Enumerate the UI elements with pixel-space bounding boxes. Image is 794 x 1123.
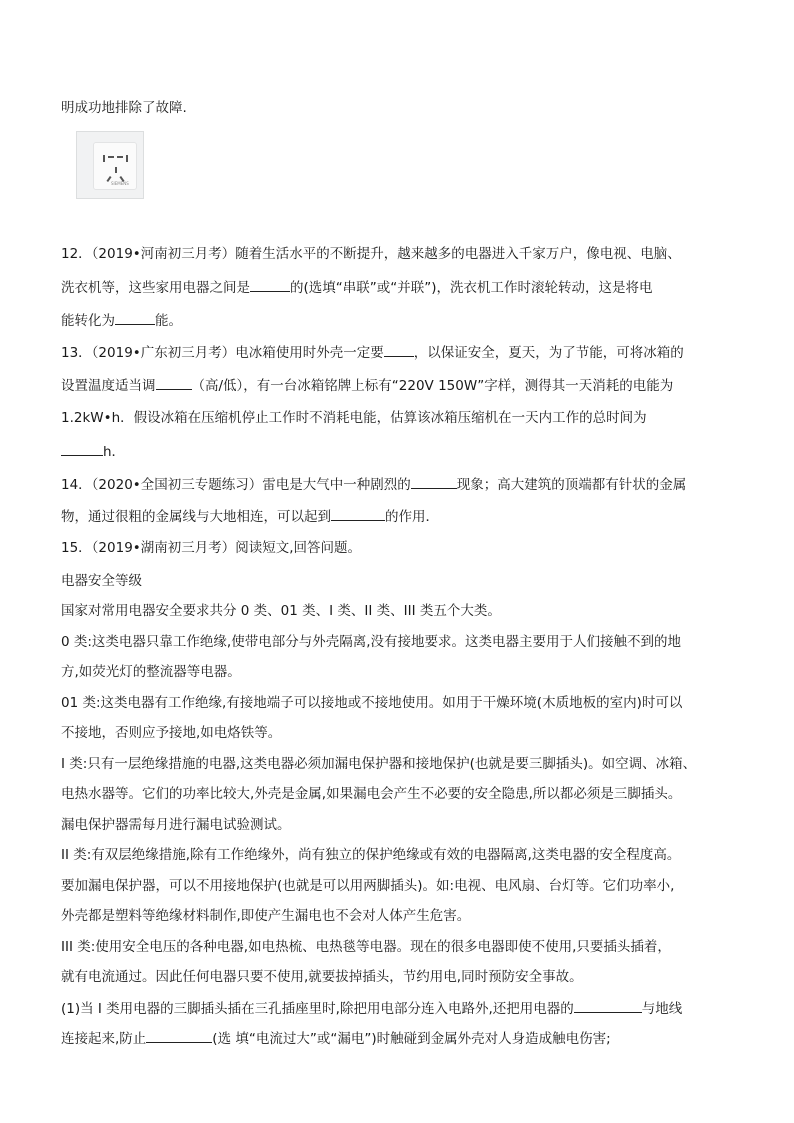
- passage-line: I 类:只有一层绝缘措施的电器,这类电器必须加漏电保护器和接地保护(也就是要三脚插头)。如空调、冰箱、: [61, 756, 697, 772]
- passage-line: 要加漏电保护器，可以不用接地保护(也就是可以用两脚插头)。如:电视、电风扇、台灯等。它们功率小,: [61, 878, 675, 894]
- passage-line: II 类:有双层绝缘措施,除有工作绝缘外，尚有独立的保护绝缘或有效的电器隔离,这类电器的安全程度高。: [61, 847, 681, 863]
- answer-blank[interactable]: [331, 506, 385, 521]
- question-12-line-1: 12．（2019•河南初三月考）随着生活水平的不断提升，越来越多的电器进入千家万户，像电视、电脑、: [61, 246, 681, 262]
- question-12-line-3: 能转化为 能。: [61, 310, 182, 331]
- passage-heading: 电器安全等级: [61, 573, 142, 589]
- answer-blank[interactable]: [61, 441, 103, 456]
- passage-line: 01 类:这类电器有工作绝缘,有接地端子可以接地或不接地使用。如用于干燥环境(木质地板的室内)时可以: [61, 695, 683, 711]
- question-14-line-1: 14．（2020•全国初三专题练习）雷电是大气中一种剧烈的 现象；高大建筑的顶端都有针状的金属: [61, 474, 686, 495]
- question-13-line-3: 1.2kW•h．假设冰箱在压缩机停止工作时不消耗电能，估算该冰箱压缩机在一天内工作的总时间为: [61, 410, 647, 426]
- answer-blank[interactable]: [384, 342, 414, 357]
- answer-blank[interactable]: [250, 277, 290, 292]
- question-13-line-1: 13．（2019•广东初三月考）电冰箱使用时外壳一定要 ，以保证安全，夏天，为了节能，可将冰箱的: [61, 342, 684, 363]
- passage-line: 外壳都是塑料等绝缘材料制作,即使产生漏电也不会对人体产生危害。: [61, 908, 471, 924]
- sub-question-1-line-2: 连接起来,防止 (选 填“电流过大”或“漏电”)时触碰到金属外壳对人身造成触电伤害;: [61, 1028, 611, 1049]
- text-line: 明成功地排除了故障.: [61, 100, 187, 116]
- passage-line: 国家对常用电器安全要求共分 0 类、01 类、I 类、II 类、III 类五个大类。: [61, 603, 501, 619]
- question-15-title: 15．（2019•湖南初三月考）阅读短文,回答问题。: [61, 540, 362, 556]
- passage-line: 方,如荧光灯的整流器等电器。: [61, 664, 241, 680]
- question-13-line-4: h．: [61, 441, 125, 462]
- answer-blank[interactable]: [146, 1028, 212, 1043]
- passage-line: III 类:使用安全电压的各种电器,如电热梳、电热毯等电器。现在的很多电器即使不使用,只要插头插着，: [61, 939, 671, 955]
- question-13-line-2: 设置温度适当调 （高/低），有一台冰箱铭牌上标有“220V 150W”字样，测得其一天消耗的电能为: [61, 375, 673, 396]
- question-12-line-2: 洗衣机等，这些家用电器之间是 的(选填“串联”或“并联”)，洗衣机工作时滚轮转动，这是将电: [61, 277, 653, 298]
- passage-line: 漏电保护器需每月进行漏电试验测试。: [61, 817, 291, 833]
- wall-socket-icon: [93, 142, 137, 190]
- passage-line: 电热水器等。它们的功率比较大,外壳是金属,如果漏电会产生不必要的安全隐患,所以都必须是三脚插头。: [61, 786, 682, 802]
- socket-photo: [76, 131, 144, 199]
- question-14-line-2: 物，通过很粗的金属线与大地相连，可以起到 的作用．: [61, 506, 439, 527]
- answer-blank[interactable]: [574, 998, 642, 1013]
- sub-question-1-line-1: (1)当 I 类用电器的三脚插头插在三孔插座里时,除把用电部分连入电路外,还把用电器的 与地线: [61, 998, 682, 1019]
- answer-blank[interactable]: [115, 310, 155, 325]
- answer-blank[interactable]: [156, 375, 192, 390]
- brand-logo: SIEMENS: [111, 181, 129, 186]
- passage-line: 0 类:这类电器只靠工作绝缘,使带电部分与外壳隔离,没有接地要求。这类电器主要用于人们接触不到的地: [61, 634, 682, 650]
- passage-line: 就有电流通过。因此任何电器只要不使用,就要拔掉插头，节约用电,同时预防安全事故。: [61, 969, 583, 985]
- passage-line: 不接地，否则应予接地,如电烙铁等。: [61, 725, 282, 741]
- answer-blank[interactable]: [411, 474, 457, 489]
